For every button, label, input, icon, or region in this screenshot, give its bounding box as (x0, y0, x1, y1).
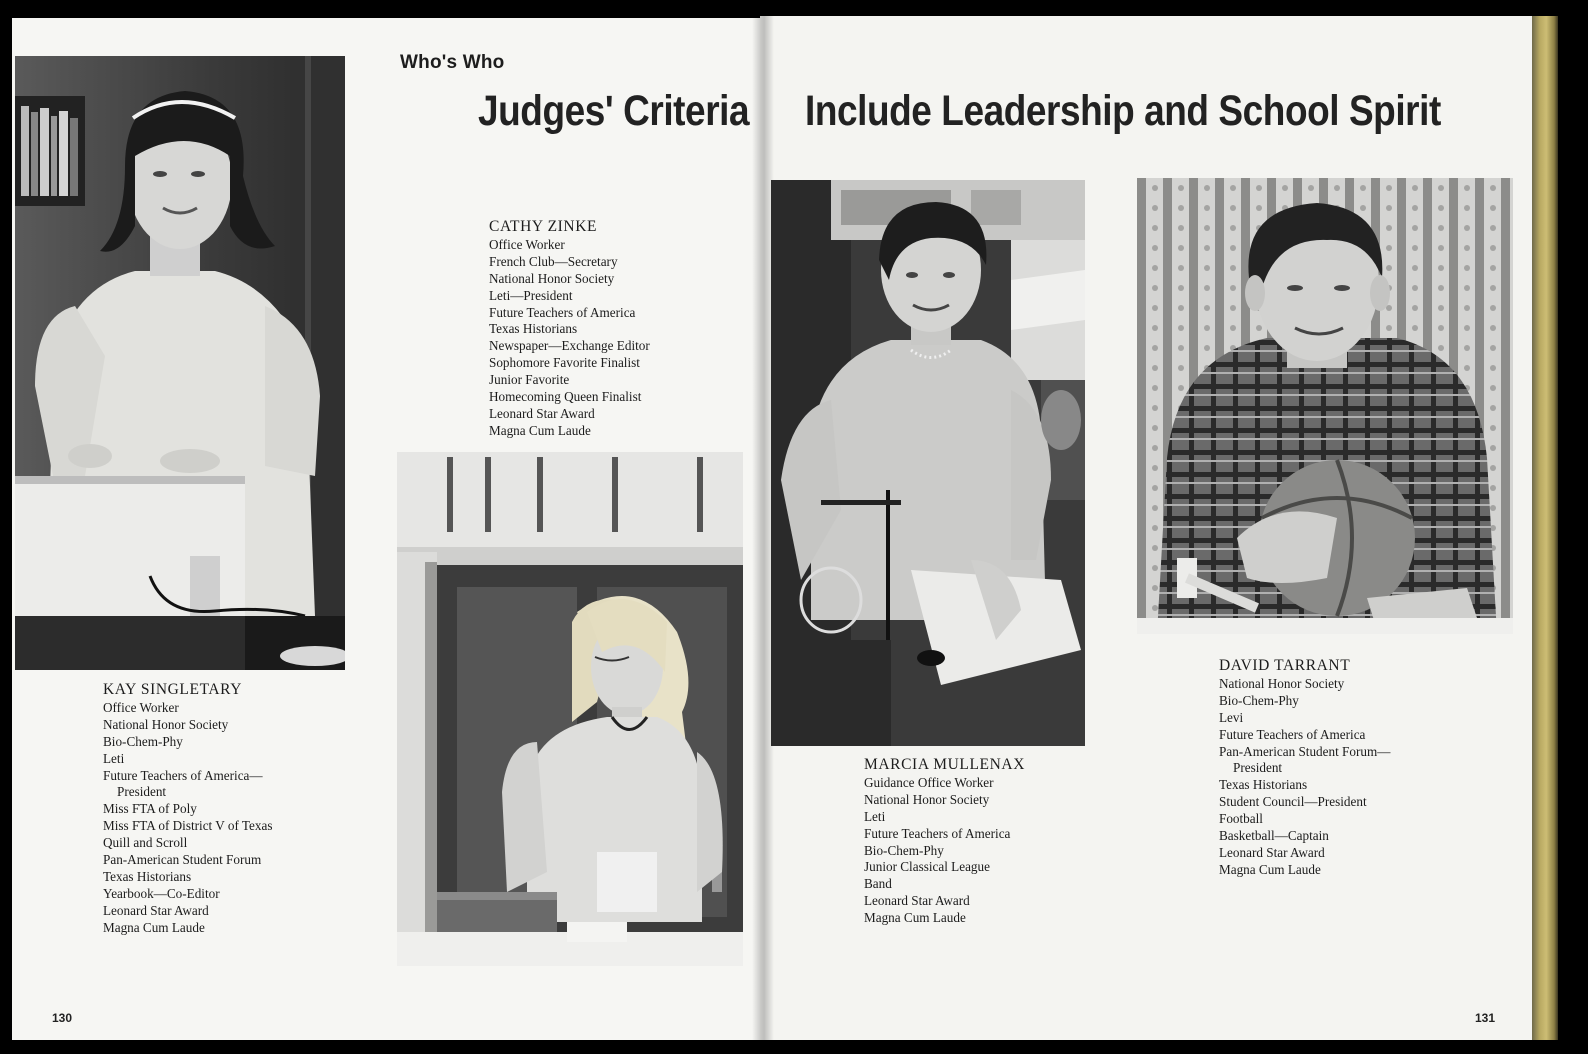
photo-david-tarrant (1137, 178, 1513, 634)
activity-item: National Honor Society (103, 716, 229, 732)
activity-item: National Honor Society (489, 270, 615, 286)
activity-item: Bio-Chem-Phy (103, 733, 183, 749)
activity-item: Pan-American Student Forum (103, 852, 262, 868)
activity-item: Leonard Star Award (103, 902, 209, 918)
photo-cathy-zinke (397, 452, 743, 966)
activity-item: Office Worker (103, 699, 179, 715)
activity-item: Bio-Chem-Phy (864, 842, 944, 858)
bio-kay-singletary (103, 682, 272, 937)
activity-item: Texas Historians (1219, 777, 1308, 793)
activity-item: Miss FTA of District V of Texas (103, 818, 273, 834)
activity-item: Student Council—President (1219, 794, 1367, 810)
headline-right: Include Leadership and School Spirit (805, 87, 1441, 135)
page-number-left: 130 (52, 1011, 73, 1025)
activity-item: Newspaper—Exchange Editor (489, 338, 650, 354)
activity-item: Band (864, 876, 892, 892)
bio-marcia-mullenax (864, 757, 1025, 927)
activity-item: Future Teachers of America (864, 825, 1011, 841)
student-name: CATHY ZINKE (489, 218, 598, 235)
activity-item: Bio-Chem-Phy (1219, 692, 1299, 708)
activity-item: Homecoming Queen Finalist (489, 389, 642, 405)
activity-item: Texas Historians (103, 868, 192, 884)
activity-item: Leonard Star Award (1219, 844, 1325, 860)
activity-item: Football (1219, 811, 1263, 827)
photo-marcia-mullenax (771, 180, 1085, 746)
activity-item: Junior Favorite (489, 372, 570, 388)
headline-left: Judges' Criteria (478, 87, 750, 135)
student-name: DAVID TARRANT (1219, 657, 1351, 674)
activity-item: Leonard Star Award (864, 893, 970, 909)
activity-item: French Club—Secretary (489, 253, 618, 269)
section-kicker: Who's Who (400, 52, 505, 73)
activity-item: Junior Classical League (864, 859, 990, 875)
activity-item: Leti (103, 750, 125, 766)
page-number-right: 131 (1475, 1011, 1496, 1025)
activity-item: Magna Cum Laude (1219, 861, 1321, 877)
activity-item: Levi (1219, 709, 1244, 725)
activity-item: Sophomore Favorite Finalist (489, 355, 640, 371)
student-name: MARCIA MULLENAX (864, 756, 1025, 773)
student-name: KAY SINGLETARY (103, 681, 243, 698)
activity-item: Future Teachers of America— (103, 767, 263, 783)
book-spine (1532, 16, 1558, 1040)
bio-david-tarrant (1219, 658, 1390, 879)
activity-item: Texas Historians (489, 321, 578, 337)
activity-item: National Honor Society (864, 791, 990, 807)
activity-item: Guidance Office Worker (864, 774, 994, 790)
activity-item: Pan-American Student Forum— (1219, 743, 1391, 759)
photo-kay-singletary (15, 56, 345, 670)
activity-item: Magna Cum Laude (103, 919, 205, 935)
activity-item: Leonard Star Award (489, 405, 595, 421)
activity-item: President (117, 784, 167, 800)
activity-item: Magna Cum Laude (489, 422, 591, 438)
activity-item: Quill and Scroll (103, 835, 188, 851)
activity-item: Future Teachers of America (1219, 726, 1366, 742)
activity-item: Yearbook—Co-Editor (103, 885, 220, 901)
bio-cathy-zinke (489, 219, 650, 440)
activity-item: Office Worker (489, 236, 565, 252)
activity-item: Miss FTA of Poly (103, 801, 197, 817)
activity-item: Basketball—Captain (1219, 828, 1329, 844)
activity-item: Leti (864, 808, 886, 824)
activity-item: President (1233, 760, 1283, 776)
activity-item: National Honor Society (1219, 675, 1345, 691)
activity-item: Future Teachers of America (489, 304, 636, 320)
activity-item: Leti—President (489, 287, 573, 303)
activity-item: Magna Cum Laude (864, 910, 966, 926)
